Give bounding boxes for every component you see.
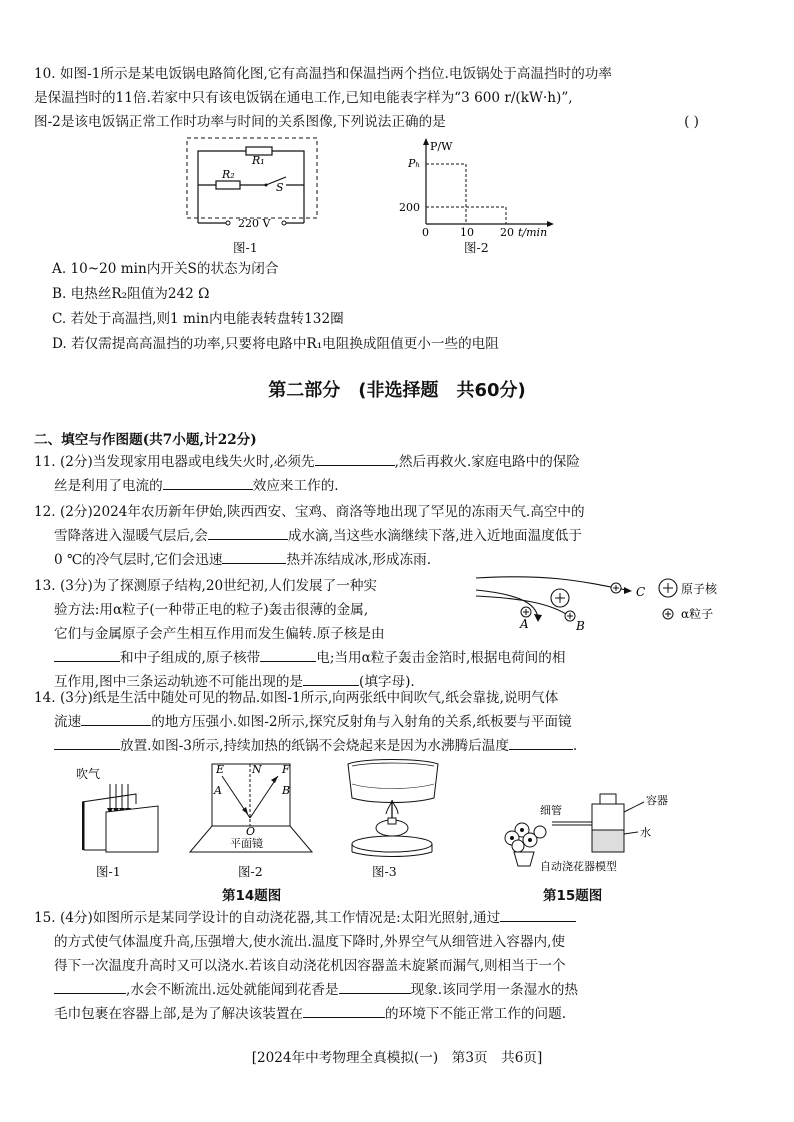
q12-text-b: 成水滴,当这些水滴继续下落,进入近地面温度低于 [287,528,582,544]
switch-label: S [276,181,284,194]
legend-nucleus: 原子核 [681,582,718,596]
option-d: D. 若仅需提高高温挡的功率,只要将电路中R₁电阻换成阻值更小一些的电阻 [52,336,499,352]
fig14-2-caption: 图-2 [238,864,263,879]
q15-blank-1[interactable] [500,906,576,922]
q12-line1: 12. (2分)2024年农历新年伊始,陕西西安、宝鸡、商洛等地出现了罕见的冻雨天气.高空中的 [34,504,585,520]
q11-text-a: 11. (2分)当发现家用电器或电线失火时,必须先 [34,454,315,470]
q11-blank-2[interactable] [163,474,253,490]
q14-blank-1[interactable] [81,710,151,726]
q15-text-b: ,水会不断流出.远处就能闻到花香是 [126,982,339,998]
question-15 [34,906,759,1026]
label-e: E [216,763,225,776]
water-label: 水 [640,826,651,839]
question-12 [34,500,759,572]
q13-blank-3[interactable] [303,670,359,686]
fig10-1-caption: 图-1 [233,240,258,255]
q14-blank-3[interactable] [509,734,573,750]
part2-title: 第二部分 (非选择题 共60分) [268,380,526,401]
q11-text-c: 丝是利用了电流的 [54,478,163,494]
q14-text-d: . [572,738,578,754]
blowing-paper-figure [74,766,164,856]
option-a: A. 10~20 min内开关S的状态为闭合 [52,261,279,277]
q15-blank-3[interactable] [339,978,411,994]
track-a-label: A [520,617,529,630]
page-footer: [2024年中考物理全真模拟(一) 第3页 共6页] [251,1050,543,1066]
graph-x20: 20 [500,226,514,238]
q15-line3: 得下一次温度升高时又可以浇水.若该自动浇花机因容器盖未旋紧而漏气,则相当于一个 [54,958,566,974]
graph-xlabel: t/min [518,226,548,238]
q15-text-d: 毛巾包裹在容器上部,是为了解决该装置在 [54,1006,304,1022]
model-label: 自动浇花器模型 [540,860,617,873]
q13-line2: 验方法:用α粒子(一种带正电的粒子)轰击很薄的金属, [54,602,369,618]
question-11 [34,450,759,498]
fig14-title: 第14题图 [222,888,282,904]
voltage-label: 220 V [238,217,271,230]
q14-text-a: 流速 [54,714,82,730]
circuit-diagram [186,135,320,239]
fig14-3-caption: 图-3 [372,864,397,879]
q13-blank-1[interactable] [54,646,120,662]
track-c-label: C [636,585,646,599]
q12-text-a: 雪降落进入湿暖气层后,会 [54,528,208,544]
label-n: N [252,763,262,776]
tube-label: 细管 [540,804,562,817]
question-14 [34,686,759,758]
q12-text-c: 0 ℃的冷气层时,它们会迅速 [54,552,223,568]
legend-alpha: α粒子 [681,607,714,621]
q15-text-e: 的环境下不能正常工作的问题. [385,1006,567,1022]
q15-line2: 的方式使气体温度升高,压强增大,使水流出.温度下降时,外界空气从细管进入容器内,使 [54,934,565,950]
label-o: O [246,825,256,838]
q14-text-c: 放置.如图-3所示,持续加热的纸锅不会烧起来是因为水沸腾后温度 [120,738,509,754]
label-a: A [214,784,222,797]
fig14-1-caption: 图-1 [96,864,121,879]
q13-line1: 13. (3分)为了探测原子结构,20世纪初,人们发展了一种实 [34,578,378,594]
fig15-title: 第15题图 [543,888,603,904]
q10-line1: 10. 如图-1所示是某电饭锅电路简化图,它有高温挡和保温挡两个挡位.电饭锅处于高温挡时的功率 [34,66,612,82]
auto-waterer-figure [500,772,670,876]
q10-line3: 图-2是该电饭锅正常工作时功率与时间的关系图像,下列说法正确的是 [34,114,446,130]
mirror-label: 平面镜 [230,837,263,850]
fig10-2-caption: 图-2 [464,240,489,255]
graph-x0: 0 [422,226,429,238]
q10-line2: 是保温挡时的11倍.若家中只有该电饭锅在通电工作,已知电能表字样为“3 600 r/(kW·h)”, [34,90,573,106]
paper-pot-figure [342,756,442,860]
graph-x10: 10 [460,226,474,238]
question-10 [34,62,759,134]
r2-label: R₂ [222,168,235,181]
option-b: B. 电热丝R₂阻值为242 Ω [52,286,210,302]
graph-y200: 200 [399,201,420,214]
graph-ylabel: P/W [430,140,453,153]
q15-blank-2[interactable] [54,978,126,994]
reflection-figure [186,760,316,860]
graph-phigh: Pₕ [408,157,421,170]
q11-blank-1[interactable] [315,450,395,466]
q13-line3: 它们与金属原子会产生相互作用而发生偏转.原子核是由 [54,626,385,642]
q14-line1: 14. (3分)纸是生活中随处可见的物品.如图-1所示,向两张纸中间吹气,纸会靠拢,说明气体 [34,690,559,706]
q12-blank-1[interactable] [208,524,288,540]
label-f: F [282,763,290,776]
q14-blank-2[interactable] [54,734,120,750]
q14-text-b: 的地方压强小.如图-2所示,探究反射角与入射角的关系,纸板要与平面镜 [151,714,572,730]
q15-blank-4[interactable] [303,1002,385,1018]
r1-label: R₁ [252,154,265,167]
q13-blank-2[interactable] [260,646,316,662]
q15-text-c: 现象.该同学用一条湿水的热 [410,982,579,998]
container-label: 容器 [646,794,668,807]
blow-label: 吹气 [76,767,101,781]
q13-text-c: 互作用,图中三条运动轨迹不可能出现的是 [54,674,304,690]
answer-paren: ( ) [684,114,699,130]
q12-text-d: 热并冻结成冰,形成冻雨. [286,552,432,568]
q12-blank-2[interactable] [222,548,286,564]
alpha-scattering-diagram [476,568,766,630]
q13-text-a: 和中子组成的,原子核带 [120,650,261,666]
q15-text-a: 15. (4分)如图所示是某同学设计的自动浇花器,其工作情况是:太阳光照射,通过 [34,910,501,926]
q11-text-b: ,然后再救火.家庭电路中的保险 [394,454,580,470]
track-b-label: B [576,619,585,630]
option-c: C. 若处于高温挡,则1 min内电能表转盘转132圈 [52,311,344,327]
q11-text-d: 效应来工作的. [252,478,339,494]
r2-resistor [216,181,240,189]
section2-heading: 二、填空与作图题(共7小题,计22分) [34,432,257,448]
q13-text-d: (填字母). [359,674,415,690]
label-b: B [282,784,291,797]
power-time-graph [396,134,566,238]
q13-text-b: 电;当用α粒子轰击金箔时,根据电荷间的相 [316,650,566,666]
